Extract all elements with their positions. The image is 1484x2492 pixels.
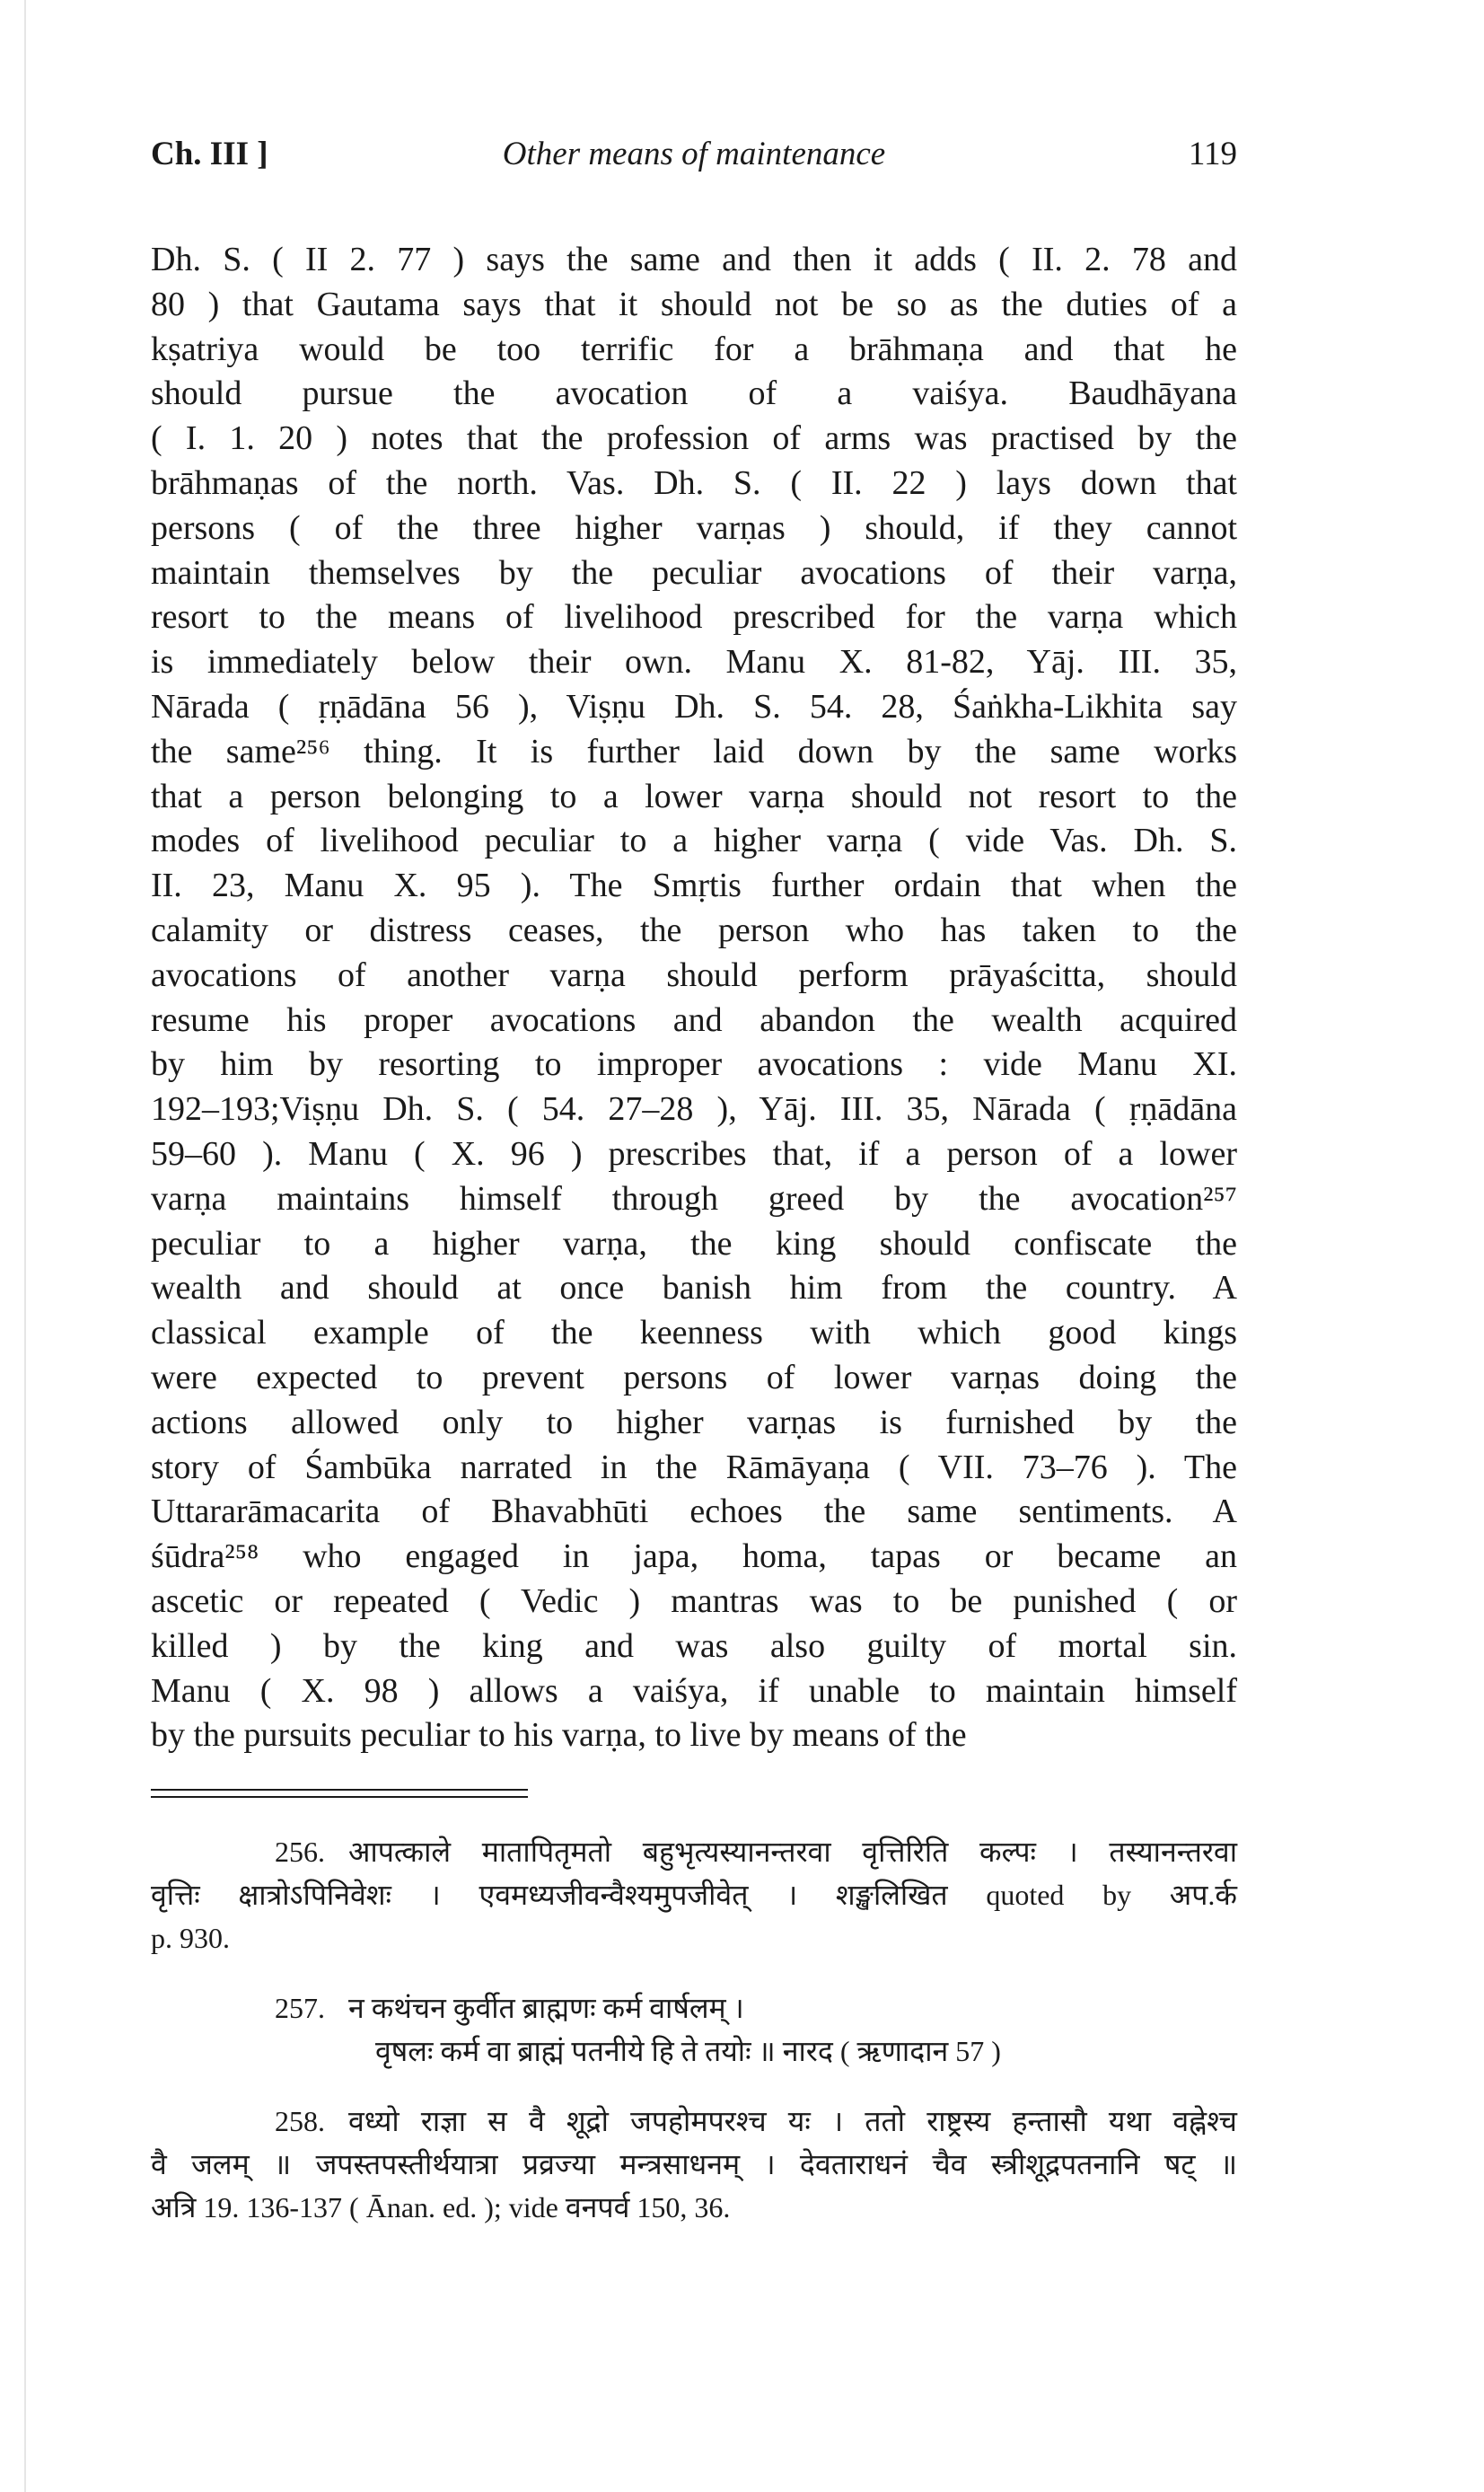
text-line: varṇa maintains himself through greed by the avocation²⁵⁷ <box>151 1179 1237 1218</box>
text-line: resort to the means of livelihood prescribed for the varṇa which <box>151 598 1237 637</box>
text-line: Manu ( X. 98 ) allows a vaiśya, if unable to maintain himself <box>151 1671 1237 1710</box>
text-line: II. 23, Manu X. 95 ). The Smṛtis further ordain that when the <box>151 867 1237 905</box>
footnote-line <box>151 1873 1237 1916</box>
text-line: ascetic or repeated ( Vedic ) mantras was to be punished ( or <box>151 1581 1237 1620</box>
text-line: calamity or distress ceases, the person who has taken to the <box>151 911 1237 949</box>
text-line: modes of livelihood peculiar to a higher varṇa ( vide Vas. Dh. S. <box>151 822 1237 860</box>
book-page <box>151 135 1237 2256</box>
footnote-line <box>151 2100 1237 2143</box>
text-line: 80 ) that Gautama says that it should not be so as the duties of a <box>151 285 1237 323</box>
footnote-line <box>151 2030 1237 2073</box>
text-line: 59–60 ). Manu ( X. 96 ) prescribes that, if a person of a lower <box>151 1134 1237 1173</box>
footnote-text: वध्यो राज्ञा स वै शूद्रो जपहोमपरश्च यः । ततो राष्ट्रस्य हन्तासौ यथा वह्नेश्च <box>348 2105 1237 2138</box>
text-line: is immediately below their own. Manu X. 81-82, Yāj. III. 35, <box>151 643 1237 682</box>
text-line: śūdra²⁵⁸ who engaged in japa, homa, tapas or became an <box>151 1537 1237 1576</box>
scan-margin-line <box>24 0 26 2492</box>
text-line: killed ) by the king and was also guilty of mortal sin. <box>151 1626 1237 1665</box>
footnote-text: न कथंचन कुर्वीत ब्राह्मणः कर्म वार्षलम् । <box>348 1992 744 2025</box>
text-line: by him by resorting to improper avocations : vide Manu XI. <box>151 1045 1237 1084</box>
footnote-number: 257. <box>275 1992 325 2025</box>
footnote-line <box>151 2186 1237 2229</box>
footnote-separator <box>151 1789 528 1798</box>
text-line: kṣatriya would be too terrific for a brāhmaṇa and that he <box>151 330 1237 368</box>
text-line: Nārada ( ṛṇādāna 56 ), Viṣṇu Dh. S. 54. 28, Śaṅkha-Likhita say <box>151 687 1237 726</box>
footnote <box>151 2100 1237 2229</box>
text-line: resume his proper avocations and abandon the wealth acquired <box>151 1000 1237 1039</box>
running-title: Other means of maintenance <box>502 136 886 172</box>
footnote-text: वै जलम् ॥ जपस्तपस्तीर्थयात्रा प्रव्रज्या मन्त्रसाधनम् । देवताराधनं चैव स्त्रीशूद्रपतनानि षट् ॥ <box>151 2148 1237 2181</box>
footnote-text: वृषलः कर्म वा ब्राह्मं पतनीये हि ते तयोः ॥ नारद ( ऋणादान 57 ) <box>375 2035 1001 2068</box>
chapter-label: Ch. III ] <box>151 136 268 172</box>
footnote <box>151 1830 1237 1959</box>
running-head <box>151 135 1237 189</box>
footnote-line <box>151 1986 1237 2030</box>
text-line: the same²⁵⁶ thing. It is further laid down by the same works <box>151 732 1237 770</box>
text-line: Dh. S. ( II 2. 77 ) says the same and then it adds ( II. 2. 78 and <box>151 241 1237 278</box>
footnote-line <box>151 1830 1237 1873</box>
text-line: actions allowed only to higher varṇas is furnished by the <box>151 1403 1237 1441</box>
page-number: 119 <box>1188 136 1237 172</box>
text-line: peculiar to a higher varṇa, the king should confiscate the <box>151 1224 1237 1263</box>
footnotes <box>151 1830 1237 2229</box>
footnote-text: वृत्तिः क्षात्रोऽपिनिवेशः । एवमध्यजीवन्वैश्यमुपजीवेत् । शङ्खलिखित quoted by अप.र्क <box>151 1879 1237 1912</box>
footnote-number: 256. <box>275 1836 325 1869</box>
footnote-text: अत्रि 19. 136-137 ( Ānan. ed. ); vide वनपर्व 150, 36. <box>151 2191 731 2224</box>
text-line: Uttararāmacarita of Bhavabhūti echoes the same sentiments. A <box>151 1493 1237 1531</box>
text-line: should pursue the avocation of a vaiśya. Baudhāyana <box>151 374 1237 413</box>
text-line: persons ( of the three higher varṇas ) should, if they cannot <box>151 508 1237 547</box>
footnote-text: आपत्काले मातापितृमतो बहुभृत्यस्यानन्तरवा वृत्तिरिति कल्पः । तस्यानन्तरवा <box>348 1836 1237 1869</box>
text-line: were expected to prevent persons of lower varṇas doing the <box>151 1358 1237 1396</box>
text-line: 192–193;Viṣṇu Dh. S. ( 54. 27–28 ), Yāj. III. 35, Nārada ( ṛṇādāna <box>151 1090 1237 1129</box>
footnote-text: p. 930. <box>151 1922 230 1955</box>
text-line: classical example of the keenness with which good kings <box>151 1314 1237 1352</box>
text-line: story of Śambūka narrated in the Rāmāyaṇa ( VII. 73–76 ). The <box>151 1448 1237 1486</box>
footnote-line <box>151 2143 1237 2186</box>
footnote-line <box>151 1916 1237 1959</box>
text-line: brāhmaṇas of the north. Vas. Dh. S. ( II. 22 ) lays down that <box>151 463 1237 502</box>
footnote <box>151 1986 1237 2073</box>
text-line: maintain themselves by the peculiar avocations of their varṇa, <box>151 553 1237 592</box>
footnote-number: 258. <box>275 2105 325 2138</box>
text-line: avocations of another varṇa should perform prāyaścitta, should <box>151 955 1237 994</box>
main-text <box>151 238 1237 1758</box>
text-line: ( I. 1. 20 ) notes that the profession of arms was practised by the <box>151 419 1237 458</box>
text-line: by the pursuits peculiar to his varṇa, to live by means of the <box>151 1716 967 1755</box>
text-line: that a person belonging to a lower varṇa should not resort to the <box>151 777 1237 815</box>
text-line: wealth and should at once banish him from the country. A <box>151 1269 1237 1308</box>
